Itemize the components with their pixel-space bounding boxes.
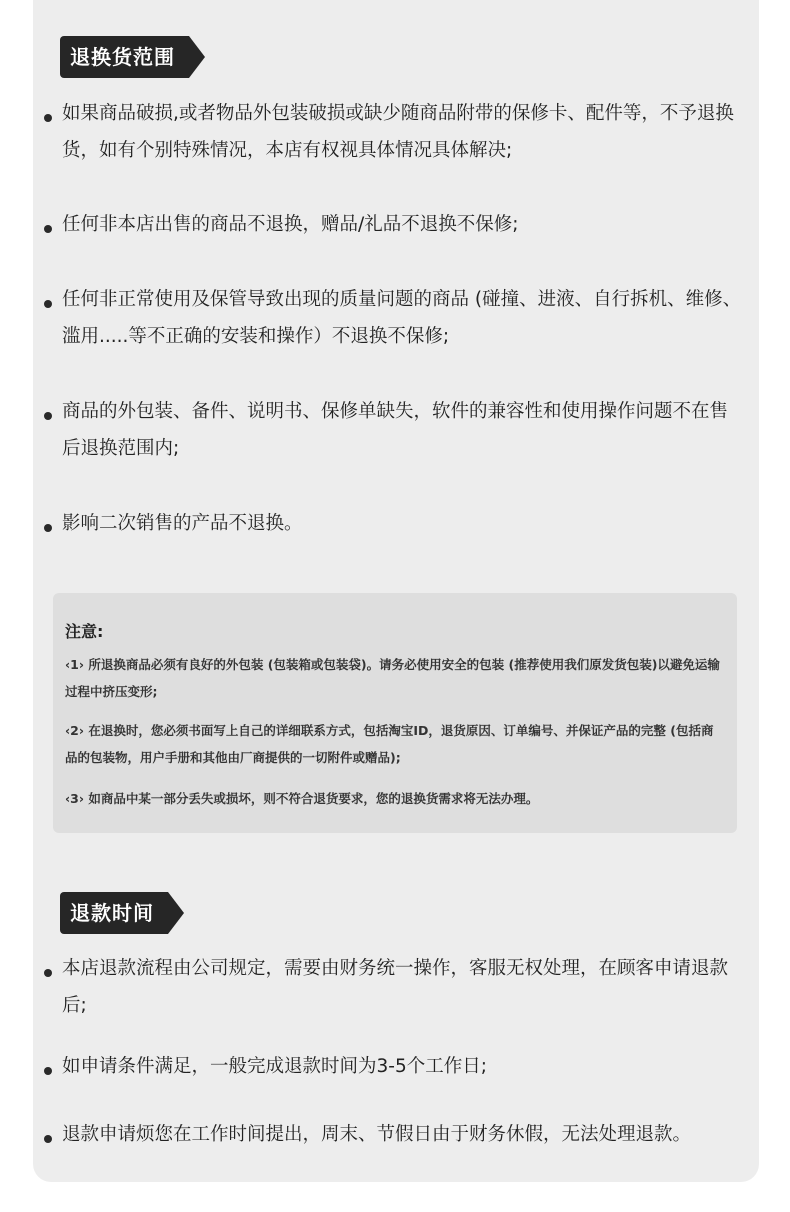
list-item-text: 任何非正常使用及保管导致出现的质量问题的商品 (碰撞、进液、自行拆机、维修、滥用.....等不正确的安装和操作）不退换不保修; — [62, 289, 742, 347]
bullet-icon — [44, 114, 52, 122]
tag-arrow-icon — [189, 36, 205, 78]
tag-arrow-icon — [168, 892, 184, 934]
list-item-text: 退款申请烦您在工作时间提出，周末、节假日由于财务休假，无法处理退款。 — [62, 1124, 692, 1145]
list-item-text: 商品的外包装、备件、说明书、保修单缺失，软件的兼容性和使用操作问题不在售后退换范围内; — [62, 401, 729, 459]
bullet-icon — [44, 524, 52, 532]
list-item-text: 如申请条件满足，一般完成退款时间为3-5个工作日; — [62, 1056, 487, 1077]
section-title: 退换货范围 — [60, 36, 189, 78]
list-item — [44, 103, 744, 169]
bullet-icon — [44, 300, 52, 308]
section-header-refund-time — [60, 892, 184, 934]
bullet-icon — [44, 1135, 52, 1143]
notice-item: ‹1› 所退换商品必须有良好的外包装 (包装箱或包装袋)。请务必使用安全的包装 (推荐使用我们原发货包装)以避免运输过程中挤压变形; — [65, 657, 720, 699]
notice-item: ‹3› 如商品中某一部分丢失或损坏，则不符合退货要求，您的退换货需求将无法办理。 — [65, 791, 539, 806]
list-item — [44, 401, 744, 467]
bullet-icon — [44, 225, 52, 233]
list-item — [44, 958, 744, 1024]
notice-title: 注意: — [65, 622, 104, 641]
bullet-icon — [44, 1067, 52, 1075]
list-item — [44, 214, 744, 243]
bullet-icon — [44, 412, 52, 420]
list-item — [44, 289, 744, 355]
list-item-text: 本店退款流程由公司规定，需要由财务统一操作，客服无权处理，在顾客申请退款后; — [62, 958, 729, 1016]
notice-item: ‹2› 在退换时，您必须书面写上自己的详细联系方式，包括淘宝ID，退货原因、订单编号、并保证产品的完整 (包括商品的包装物，用户手册和其他由厂商提供的一切附件或赠品); — [65, 723, 714, 765]
list-item — [44, 1056, 744, 1085]
notice-box — [53, 593, 737, 833]
list-item-text: 任何非本店出售的商品不退换，赠品/礼品不退换不保修; — [62, 214, 519, 235]
section-title: 退款时间 — [60, 892, 168, 934]
bullet-icon — [44, 969, 52, 977]
section-header-return-scope — [60, 36, 205, 78]
list-item-text: 如果商品破损,或者物品外包装破损或缺少随商品附带的保修卡、配件等，不予退换货，如有个别特殊情况，本店有权视具体情况具体解决; — [62, 103, 734, 161]
list-item — [44, 513, 744, 542]
list-item — [44, 1124, 744, 1153]
list-item-text: 影响二次销售的产品不退换。 — [62, 513, 303, 534]
